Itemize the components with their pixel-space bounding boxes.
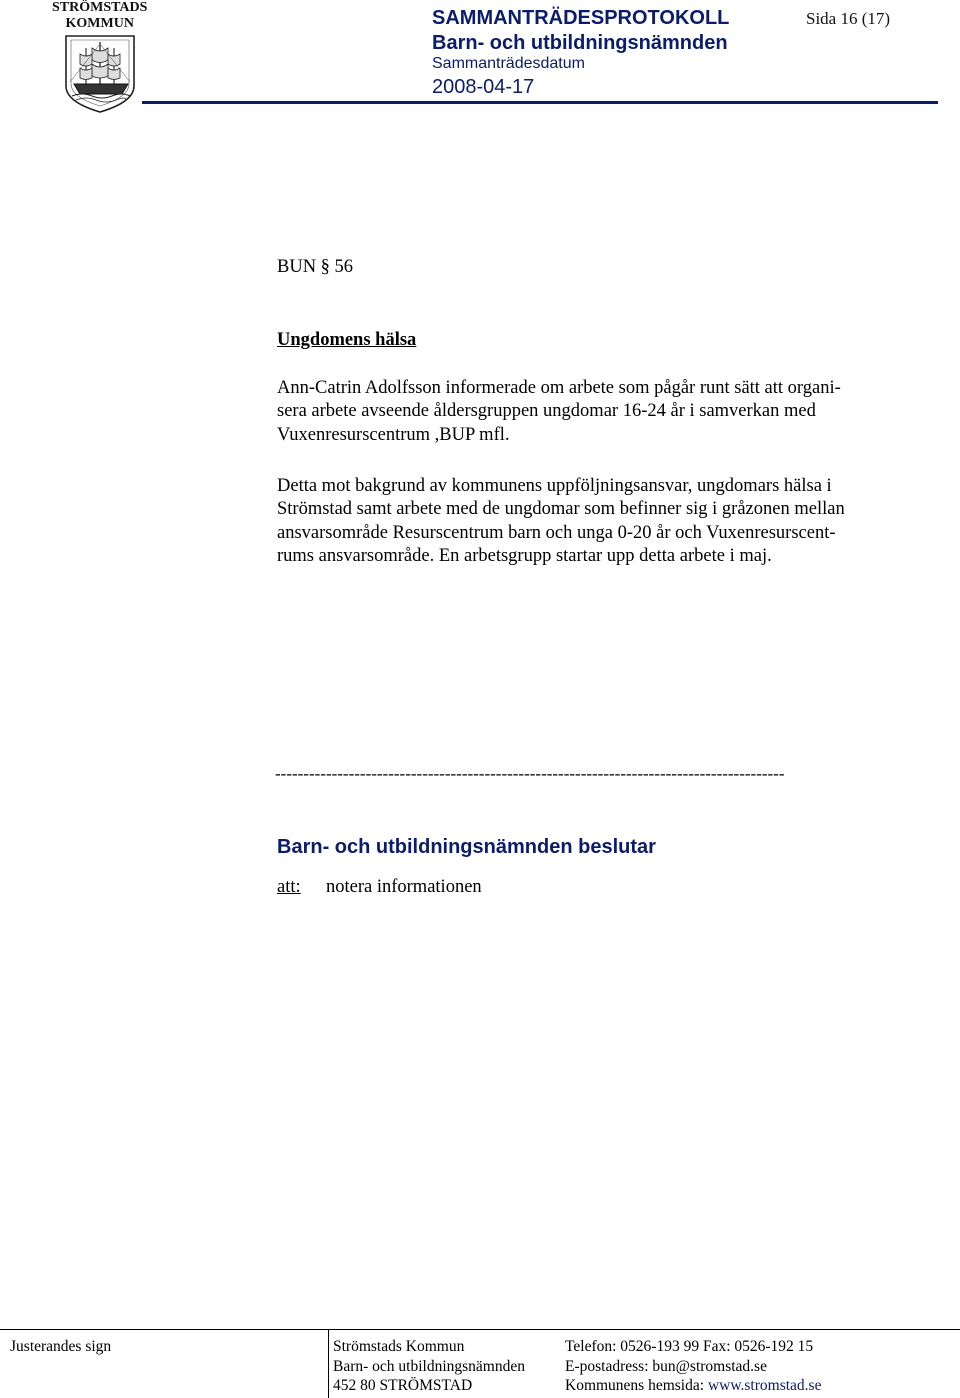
board-name: Barn- och utbildningsnämnden xyxy=(432,32,728,54)
separator-line: ------------------------------------------------------------------------------------------ xyxy=(275,764,785,783)
paragraph-line: Strömstad samt arbete med de ungdomar som befinner sig i gråzonen mellan xyxy=(277,499,845,520)
paragraph-line: Detta mot bakgrund av kommunens uppföljningsansvar, ungdomars hälsa i xyxy=(277,476,832,496)
page-number: Sida 16 (17) xyxy=(806,9,891,28)
ship-crest-logo xyxy=(62,34,138,114)
footer-rule-left xyxy=(0,1329,328,1330)
footer-email: E-postadress: bun@stromstad.se xyxy=(565,1357,767,1375)
paragraph-2 xyxy=(277,475,925,568)
meeting-date-label: Sammanträdesdatum xyxy=(432,55,585,72)
footer-phone: Telefon: 0526-193 99 Fax: 0526-192 15 xyxy=(565,1338,814,1355)
document-title: SAMMANTRÄDESPROTOKOLL xyxy=(432,7,730,29)
section-id: BUN § 56 xyxy=(277,257,354,277)
header-rule xyxy=(142,101,938,104)
paragraph-line: Vuxenresurscentrum ,BUP mfl. xyxy=(277,424,510,445)
att-text: notera informationen xyxy=(326,877,482,897)
decision-heading: Barn- och utbildningsnämnden beslutar xyxy=(277,836,656,858)
paragraph-line: sera arbete avseende åldersgruppen ungdomar 16-24 år i samverkan med xyxy=(277,401,816,422)
paragraph-line: rums ansvarsområde. En arbetsgrupp startar upp detta arbete i maj. xyxy=(277,545,772,566)
footer-signature: Justerandes sign xyxy=(10,1338,112,1355)
meeting-date: 2008-04-17 xyxy=(432,76,535,98)
website-link[interactable]: www.stromstad.se xyxy=(707,1377,822,1395)
municipality-name: STRÖMSTADS KOMMUN xyxy=(52,0,148,31)
att-label: att: xyxy=(277,877,301,897)
footer-rule-right xyxy=(328,1329,960,1330)
footer-contact xyxy=(565,1337,821,1396)
footer-divider xyxy=(328,1329,329,1398)
section-heading: Ungdomens hälsa xyxy=(277,330,417,350)
footer-website: Kommunens hemsida: www.stromstad.se xyxy=(565,1377,822,1395)
paragraph-1 xyxy=(277,377,925,447)
footer-address: Strömstads Kommun Barn- och utbildningsnämnden 452 80 STRÖMSTAD xyxy=(333,1338,525,1395)
paragraph-line: Ann-Catrin Adolfsson informerade om arbete som pågår runt sätt att organi- xyxy=(277,378,841,398)
paragraph-line: ansvarsområde Resurscentrum barn och unga 0-20 år och Vuxenresurscent- xyxy=(277,522,836,543)
